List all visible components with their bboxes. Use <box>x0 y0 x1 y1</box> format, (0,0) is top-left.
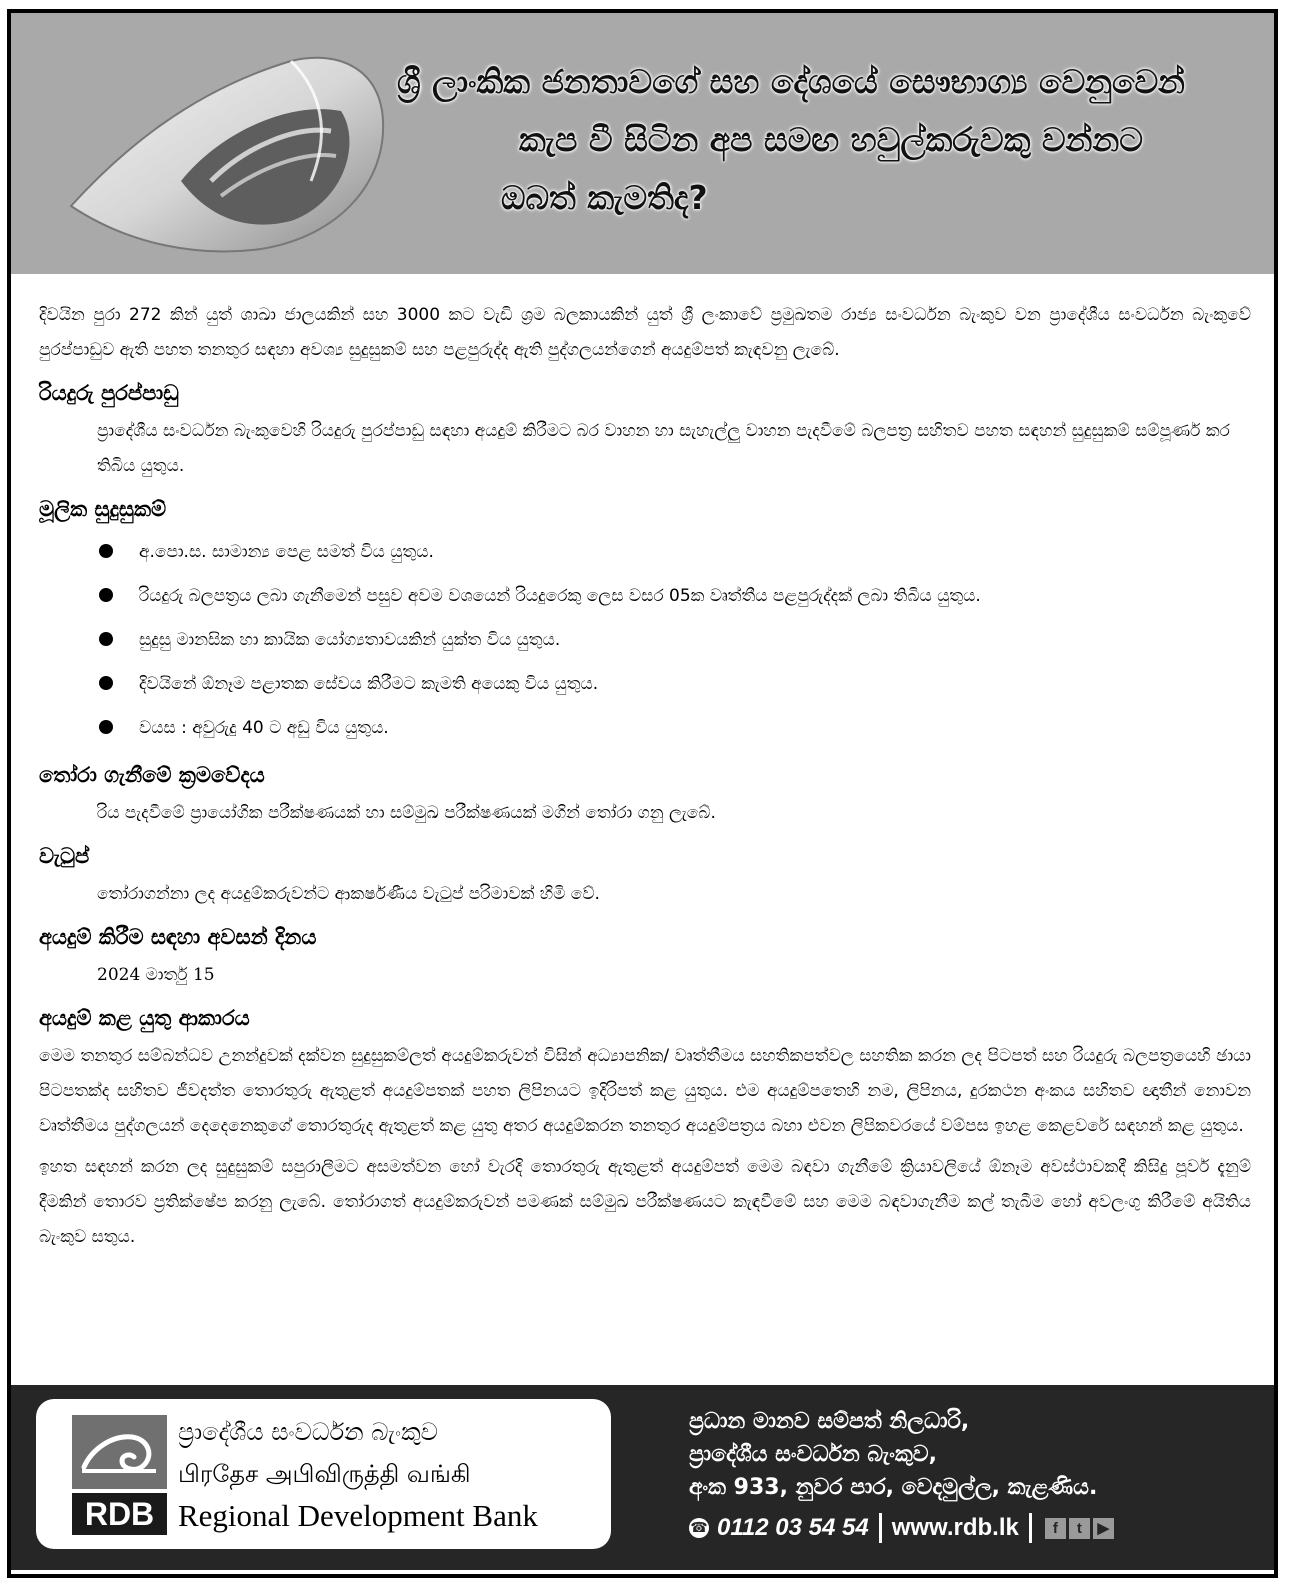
bank-logo <box>72 1415 167 1535</box>
closing-date-heading: අයදුම් කිරීම සඳහා අවසන් දිනය <box>39 925 317 949</box>
qualifications-heading: මූලික සුදුසුකම් <box>39 497 167 521</box>
address-line-3: අංක 933, නුවර පාර, වෙදමුල්ල, කැළණිය. <box>689 1475 1098 1500</box>
advertisement-body <box>39 298 1251 1255</box>
list-item <box>95 706 1251 750</box>
qualification-text: අ.පො.ස. සාමාන්‍ය පෙළ සමත් විය යුතුය. <box>139 542 434 562</box>
logo-abbreviation: RDB <box>72 1493 167 1535</box>
qualification-text: සුදුසු මානසික හා කායික යෝග්‍යතාවයකින් යුක්ත විය යුතුය. <box>139 630 561 650</box>
divider <box>1029 1513 1032 1543</box>
bank-logo-panel <box>36 1399 611 1549</box>
qualification-text: වයස : අවුරුදු 40 ට අඩු විය යුතුය. <box>139 718 389 738</box>
bullet-icon <box>99 544 113 558</box>
twitter-icon[interactable]: t <box>1069 1518 1090 1539</box>
headline <box>311 53 1271 227</box>
qualifications-list <box>39 530 1251 750</box>
list-item <box>95 530 1251 574</box>
salary-heading: වැටුප් <box>39 844 90 868</box>
salary-text: තෝරාගන්නා ලද අයදුම්කරුවන්ට ආකර්ෂණීය වැටුප් පරිමාවක් හිමි වේ. <box>97 884 600 904</box>
qualification-text: දිවයිනේ ඕනෑම පළාතක සේවය කිරීමට කැමති අයෙකු විය යුතුය. <box>139 674 599 694</box>
shell-logo-icon <box>72 1415 167 1489</box>
how-to-apply-paragraph-1: මෙම තනතුර සම්බන්ධව උනන්දුවක් දක්වන සුදුසුකම්ලත් අයදුම්කරුවන් විසින් අධ්‍යාපනික/ වෘත්තීමය සහතිකපත්වල සහතික කරන ලද පිටපත් සහ රියදුරු බලපත්‍රයෙහි ඡායා පිටපතක්ද සහිතව ජීවදත්ත තොරතුරු ඇතුළත් අයදුම්පතක් පහත ලිපිනයට ඉදිරිපත් කළ යුතුය. එම අයදුම්පතෙහි නම, ලිපිනය, දුරකථන අංකය සහිතව ඥාතීන් නොවන වෘත්තීමය පුද්ගලයන් දෙදෙනෙකුගේ තොරතුරුද ඇතුළත් කළ යුතු අතර අයදුම්කරන තනතුර අයදුම්පත්‍රය බහා එවන ලිපිකවරයේ වම්පස ඉහළ කෙළවරේ සඳහන් කළ යුතුය. <box>39 1046 1251 1136</box>
bullet-icon <box>99 632 113 646</box>
vacancy-heading: රියදුරු පුරප්පාඩු <box>39 381 179 405</box>
selection-heading: තෝරා ගැනීමේ ක්‍රමවේදය <box>39 763 265 787</box>
bullet-icon <box>99 588 113 602</box>
how-to-apply-paragraph-2: ඉහත සඳහන් කරන ලද සුදුසුකම් සපුරාලීමට අසමත්වන හෝ වැරදි තොරතුරු ඇතුළත් අයදුම්පත් මෙම බඳවා ගැනීමේ ක්‍රියාවලියේ ඕනෑම අවස්ථාවකදී කිසිදු පූර්ව දැනුම් දීමකින් තොරව ප්‍රතික්ෂේප කරනු ලැබේ. තෝරාගත් අයදුම්කරුවන් පමණක් සම්මුඛ පරීක්ෂණයට කැඳවීමේ සහ මෙම බඳවාගැනීම කල් තැබීම හෝ අවලංගු කිරීමේ අයිතිය බැංකුව සතුය. <box>39 1157 1251 1247</box>
phone-icon: ☎ <box>690 1520 708 1536</box>
phone-number[interactable]: 0112 03 54 54 <box>717 1514 869 1541</box>
bank-name-tamil: பிரதேச அபிவிருத்தி வங்கி <box>178 1460 471 1488</box>
list-item <box>95 574 1251 618</box>
divider <box>879 1513 882 1543</box>
website-link[interactable]: www.rdb.lk <box>891 1514 1019 1541</box>
headline-line-2: කැප වී සිටින අප සමඟ හවුල්කරුවකු වන්නට <box>519 120 1143 159</box>
bullet-icon <box>99 720 113 734</box>
how-to-apply-heading: අයදුම් කළ යුතු ආකාරය <box>39 1006 250 1030</box>
closing-date: 2024 මාර්තු 15 <box>97 965 215 985</box>
headline-line-3: ඔබත් කැමතිද? <box>501 178 708 217</box>
address-line-1: ප්‍රධාන මානව සම්පත් නිලධාරි, <box>689 1409 970 1434</box>
postal-address <box>689 1405 1097 1504</box>
vacancy-text: ප්‍රාදේශීය සංවර්ධන බැංකුවෙහි රියදුරු පුරප්පාඩු සඳහා අයදුම් කිරීමට බර වාහන හා සැහැල්ලු වාහන පැදවීමේ බලපත්‍ර සහිතව පහත සඳහන් සුදුසුකම් සම්පූර්ණ කර තිබිය යුතුය. <box>97 421 1230 476</box>
bank-names <box>178 1411 538 1537</box>
qualification-text: රියදුරු බලපත්‍රය ලබා ගැනීමෙන් පසුව අවම වශයෙන් රියදුරෙකු ලෙස වසර 05ක වෘත්තීය පළපුරුද්දක් ලබා තිබිය යුතුය. <box>139 586 981 606</box>
header-banner <box>11 13 1274 274</box>
list-item <box>95 618 1251 662</box>
headline-line-1: ශ්‍රී ලාංකික ජනතාවගේ සහ දේශයේ සෞභාග්‍ය වෙනුවෙන් <box>397 62 1185 101</box>
advertisement-frame <box>7 9 1278 1578</box>
list-item <box>95 662 1251 706</box>
youtube-icon[interactable]: ▶ <box>1093 1518 1114 1539</box>
contact-bar <box>689 1511 1114 1545</box>
footer <box>11 1385 1274 1570</box>
selection-text: රිය පැදවීමේ ප්‍රායෝගික පරීක්ෂණයක් හා සම්මුඛ පරීක්ෂණයක් මගින් තෝරා ගනු ලැබේ. <box>97 803 716 823</box>
facebook-icon[interactable]: f <box>1045 1518 1066 1539</box>
intro-paragraph: දිවයින පුරා 272 කින් යුත් ශාඛා ජාලයකින් සහ 3000 කට වැඩි ශ්‍රම බලකායකින් යුත් ශ්‍රී ලංකාවේ ප්‍රමුඛතම රාජ්‍ය සංවර්ධන බැංකුව වන ප්‍රාදේශීය සංවර්ධන බැංකුවේ පුරප්පාඩුව ඇති පහත තනතුර සඳහා අවශ්‍ය සුදුසුකම් සහ පළපුරුද්ද ඇති පුද්ගලයන්ගෙන් අයදුම්පත් කැඳවනු ලැබේ. <box>39 305 1251 360</box>
address-line-2: ප්‍රාදේශීය සංවර්ධන බැංකුව, <box>689 1442 937 1467</box>
bank-name-english: Regional Development Bank <box>178 1498 538 1533</box>
bank-name-sinhala: ප්‍රාදේශීය සංවර්ධන බැංකුව <box>178 1418 438 1446</box>
bullet-icon <box>99 676 113 690</box>
